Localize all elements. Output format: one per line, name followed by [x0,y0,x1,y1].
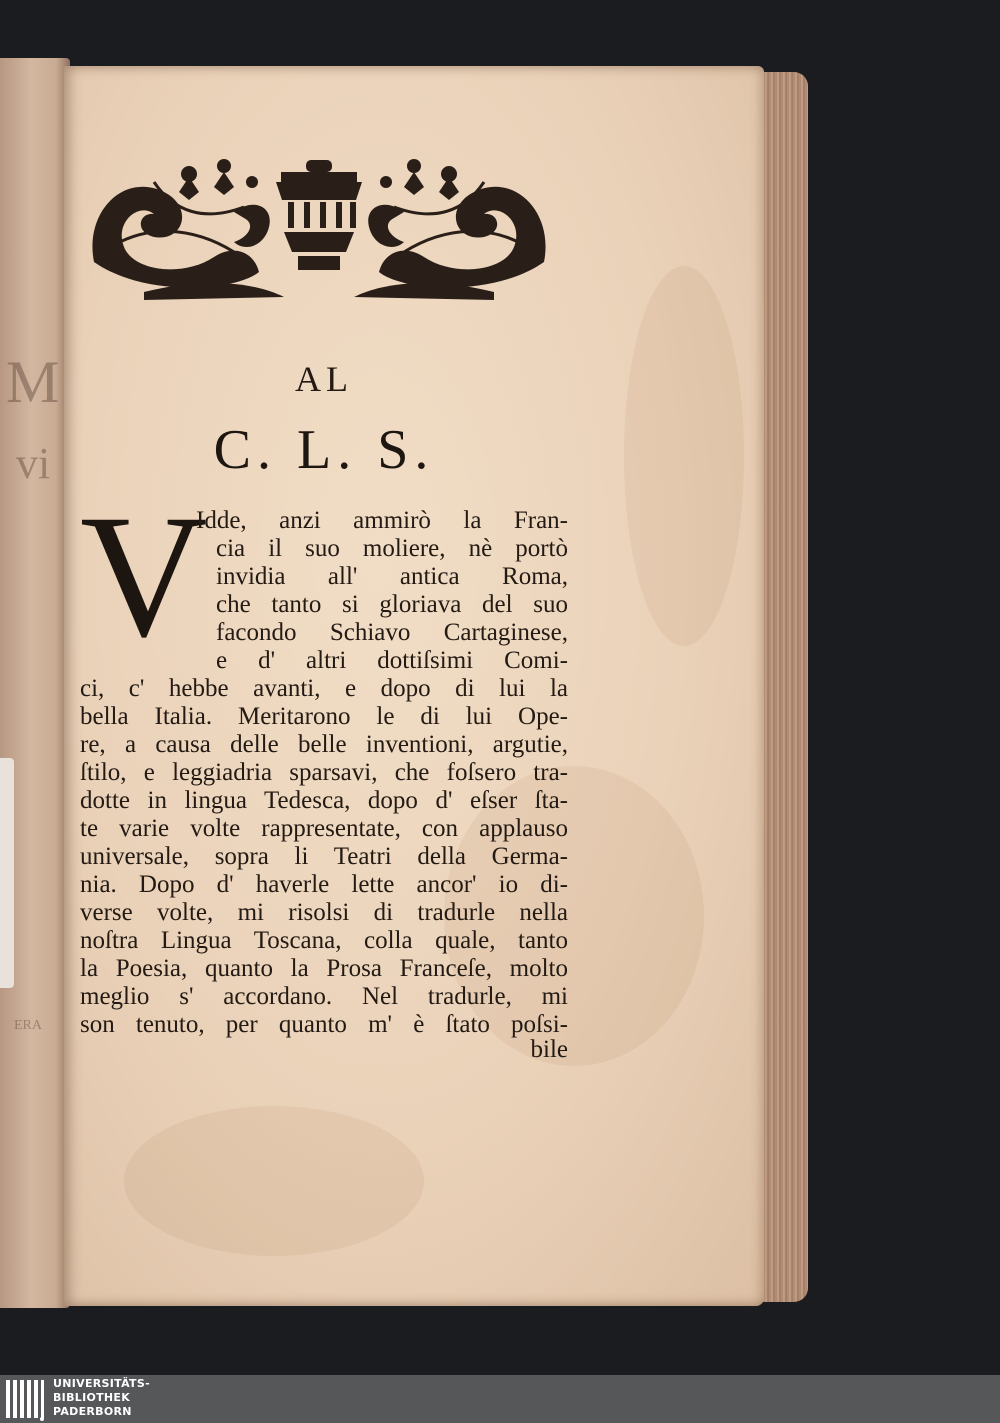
temple-canopy-motif [276,160,362,270]
library-name-line: UNIVERSITÄTS- [53,1377,150,1390]
text-line: e d' altri dottiſsimi Comi- [216,647,568,674]
text-line: ci, c' hebbe avanti, e dopo di lui la [80,675,568,702]
text-line: verse volte, mi risolsi di tradurle nella [80,899,568,926]
text-line: invidia all' antica Roma, [216,563,568,590]
dedicatee-initials: C. L. S. [213,419,435,481]
text-line: noſtra Lingua Toscana, colla quale, tanto [80,927,568,954]
text-line: universale, sopra li Teatri della Germa- [80,843,568,870]
text-line: meglio s' accordano. Nel tradurle, mi [80,983,568,1010]
text-line: che tanto si gloriava del suo [216,591,568,618]
library-name [53,1377,150,1419]
text-line: bella Italia. Meritarono le di lui Ope- [80,703,568,730]
text-line: la Poesia, quanto la Prosa Franceſe, molto [80,955,568,982]
text-line: nia. Dopo d' haverle lette ancor' io di- [80,871,568,898]
text-line: re, a causa delle belle inventioni, argutie, [80,731,568,758]
dedication-heading: AL [295,359,353,399]
text-line: facondo Schiavo Cartaginese, [216,619,568,646]
book-page [64,66,764,1306]
catchword: bile [530,1036,568,1063]
text-line: te varie volte rappresentate, con applauso [80,815,568,842]
text-line: Idde, anzi ammirò la Fran- [196,507,568,534]
text-line: son tenuto, per quanto m' è ſtato poſsi- [80,1011,568,1038]
facing-page-edge: M vi ERA [0,58,70,1308]
text-line: ſtilo, e leggiadria sparsavi, che foſsero tra- [80,759,568,786]
paper-slip [0,758,14,988]
library-name-line: BIBLIOTHEK [53,1391,131,1404]
text-line: cia il suo moliere, nè portò [216,535,568,562]
woodcut-headpiece-ornament [84,152,554,302]
library-name-line: PADERBORN [53,1405,132,1418]
text-line: dotte in lingua Tedesca, dopo d' eſser ſta- [80,787,568,814]
library-footer-bar [0,1375,1000,1423]
drop-cap-letter: V [80,479,208,674]
library-logo-icon [4,1378,46,1422]
